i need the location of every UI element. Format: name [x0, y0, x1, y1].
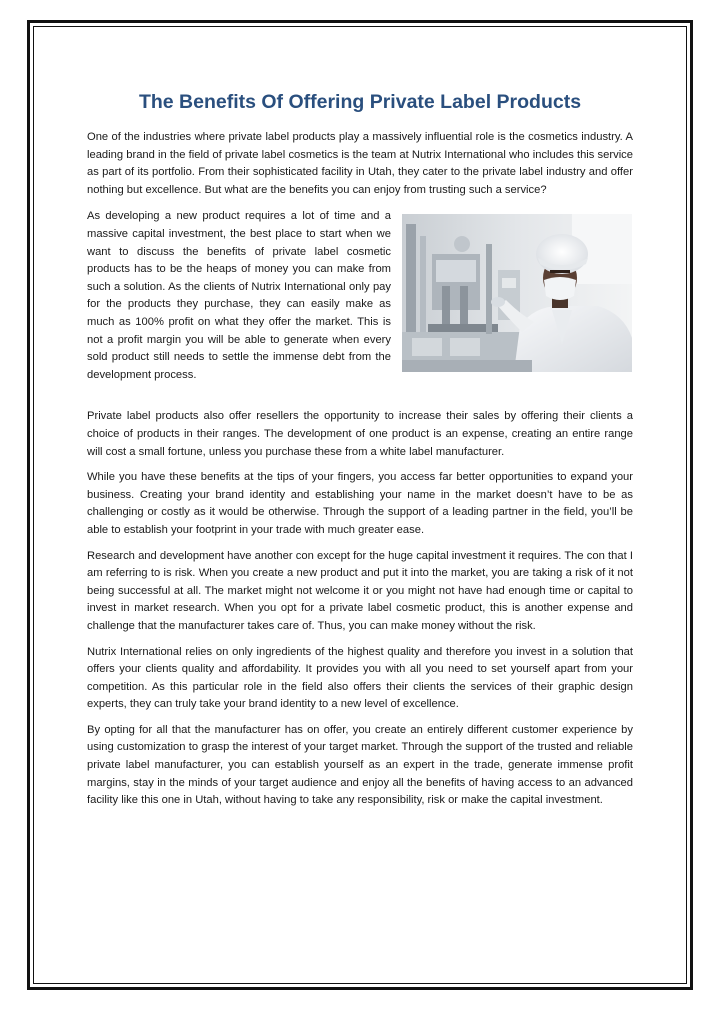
document-body [87, 88, 633, 818]
lab-worker-photo [402, 214, 632, 372]
paragraph-intro: One of the industries where private label products play a massively influential role is the cosmetics industry. A leading brand in the field of private label cosmetics is the team at Nutrix International who includes this service as part of its portfolio. From their sophisticated facility in Utah, they cater to the private label industry and offer nothing but excellence. But what are the benefits you can enjoy from trusting such a service? [87, 131, 633, 196]
paragraph-development: As developing a new product requires a lot of time and a massive capital investment, the best place to start when we want to discuss the benefits of private label cosmetic products has to be the heaps of money you can make from such a solution. As the clients of Nutrix International only pay for the products they purchase, they can easily make as much as 100% profit on what they offer the market. This is not a profit margin you will be able to generate when every sold product still needs to settle the immense debt from the development process. [87, 210, 391, 381]
paragraph-resellers: Private label products also offer resellers the opportunity to increase their sales by offering their clients a choice of products in their ranges. The development of one product is an expense, creating an entire range will cost a small fortune, unless you purchase these from a white label manufacturer. [87, 410, 633, 458]
paragraph-closing: By opting for all that the manufacturer has on offer, you create an entirely different customer experience by using customization to grasp the interest of your target market. Through the support of the trusted and reliable private label manufacturer, you can establish yourself as an expert in the trade, generate immense profit margins, stay in the minds of your target audience and enjoy all the benefits of having access to an advanced facility like this one in Utah, without having to take any responsibility, risk or make the capital investment. [87, 723, 633, 807]
paragraph-risk: Research and development have another con except for the huge capital investment it requires. The con that I am referring to is risk. When you create a new product and put it into the market, you are taking a risk of it not being successful at all. The market might not welcome it or you might not have had enough time or capital to invest in market research. When you opt for a private label cosmetic product, this is another expense and challenge that the manufacturer takes care of. Thus, you can make money without the risk. [87, 549, 633, 632]
text-with-photo-block [87, 208, 633, 400]
paragraph-quality: Nutrix International relies on only ingredients of the highest quality and therefore you invest in a solution that offers your clients quality and affordability. It provides you with all you need to set yourself apart from your competition. As this particular role in the field also offers their clients the services of their graphic design experts, they can truly take your brand identity to a new level of excellence. [87, 645, 633, 711]
document-title: The Benefits Of Offering Private Label Products [138, 91, 582, 113]
paragraph-expand: While you have these benefits at the tips of your fingers, you access far better opportunities to expand your business. Creating your brand identity and establishing your name in the market doesn’t have to be as challenging or costly as it would be otherwise. Through the support of a leading partner in the field, you’ll be able to establish your footprint in your trade with much greater ease. [87, 471, 633, 536]
